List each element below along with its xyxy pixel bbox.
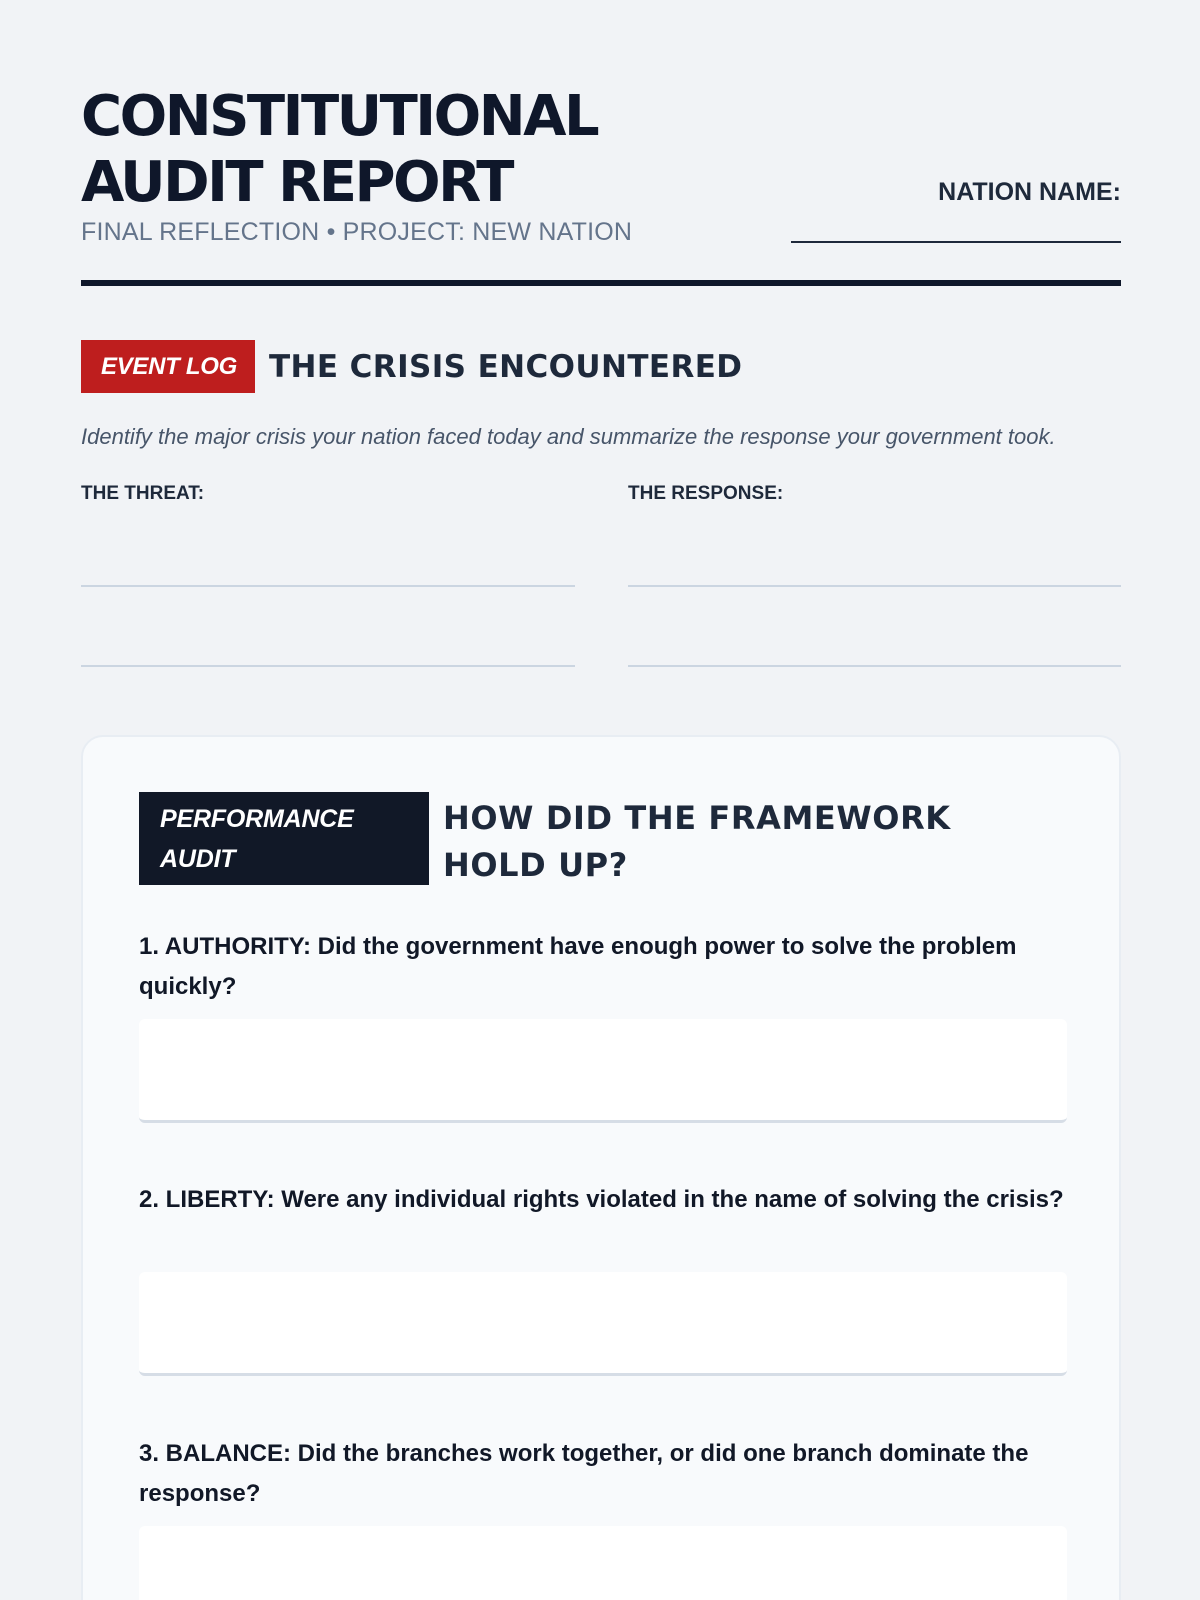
answer-box-liberty[interactable] <box>139 1272 1067 1376</box>
question-liberty: 2. LIBERTY: Were any individual rights violated in the name of solving the crisis? <box>139 1186 1064 1213</box>
response-label: THE RESPONSE: <box>628 483 784 504</box>
response-line-2[interactable] <box>628 665 1121 667</box>
crisis-section-header <box>81 340 742 393</box>
tag-line-1: PERFORMANCE <box>160 805 354 833</box>
title-line-2: AUDIT REPORT <box>81 150 512 215</box>
answer-box-balance[interactable] <box>139 1526 1067 1600</box>
report-header <box>81 0 1121 287</box>
performance-audit-tag <box>139 792 429 885</box>
event-log-tag: EVENT LOG <box>81 340 255 393</box>
title-line-1: CONSTITUTIONAL <box>81 84 598 149</box>
report-subtitle: FINAL REFLECTION • PROJECT: NEW NATION <box>81 218 633 246</box>
tag-line-2: AUDIT <box>160 845 236 873</box>
performance-audit-card <box>81 735 1121 1600</box>
crisis-section-title: THE CRISIS ENCOUNTERED <box>268 348 743 385</box>
threat-label: THE THREAT: <box>81 483 205 504</box>
crisis-instruction: Identify the major crisis your nation faced today and summarize the response your government took. <box>81 424 1056 449</box>
threat-line-1[interactable] <box>81 585 575 587</box>
nation-name-label: NATION NAME: <box>938 178 1121 206</box>
answer-box-authority[interactable] <box>139 1019 1067 1123</box>
response-line-1[interactable] <box>628 585 1121 587</box>
question-authority: 1. AUTHORITY: Did the government have enough power to solve the problem quickly? <box>139 933 1017 1000</box>
threat-line-2[interactable] <box>81 665 575 667</box>
header-divider <box>81 280 1121 286</box>
audit-report-page <box>81 0 1121 1507</box>
audit-section-title: HOW DID THE FRAMEWORK HOLD UP? <box>443 799 951 884</box>
question-balance: 3. BALANCE: Did the branches work together, or did one branch dominate the response? <box>139 1440 1029 1507</box>
nation-name-field[interactable] <box>791 241 1121 243</box>
report-title <box>81 84 597 216</box>
